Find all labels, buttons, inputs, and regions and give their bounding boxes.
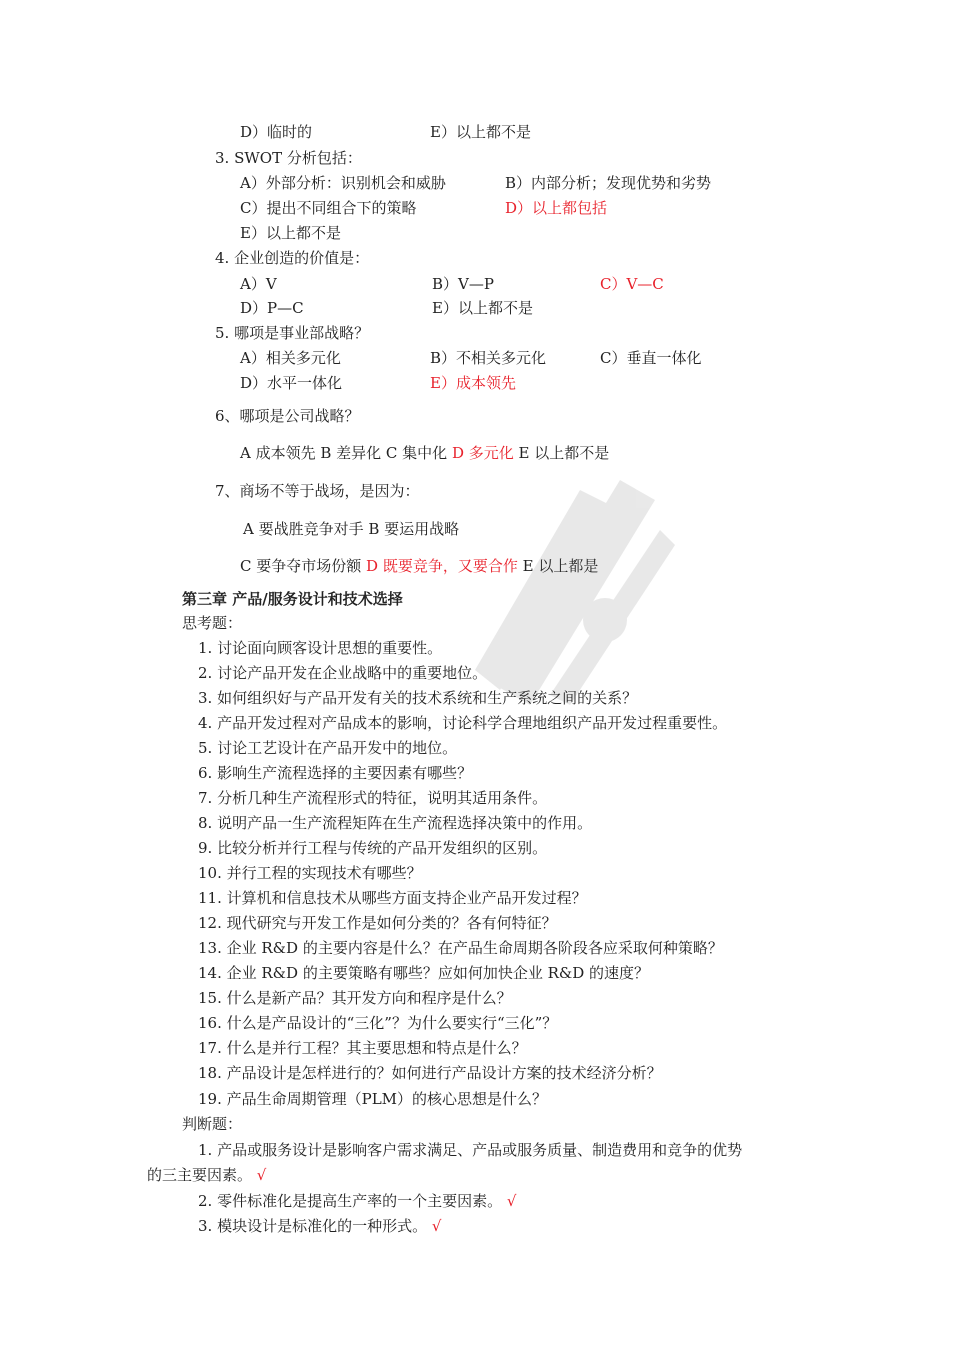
check-mark-icon: √ xyxy=(256,1166,267,1184)
think-question: 12. 现代研究与开发工作是如何分类的？各有何特征？ xyxy=(198,914,557,932)
q5-option-d: D）水平一体化 xyxy=(240,374,343,392)
think-heading: 思考题： xyxy=(182,614,243,632)
q3-stem: 3. SWOT 分析包括： xyxy=(215,149,362,167)
check-mark-icon: √ xyxy=(506,1192,517,1210)
watermark-stamp xyxy=(470,470,680,710)
judge-item-3-text: 3. 模块设计是标准化的一种形式。 xyxy=(198,1217,428,1235)
q7-options-line1: A 要战胜竞争对手 B 要运用战略 xyxy=(243,520,460,538)
think-question: 13. 企业 R&D 的主要内容是什么？在产品生命周期各阶段各应采取何种策略？ xyxy=(198,939,723,957)
think-question: 9. 比较分析并行工程与传统的产品开发组织的区别。 xyxy=(198,839,548,857)
q3-option-b: B）内部分析；发现优势和劣势 xyxy=(505,174,712,192)
think-question: 1. 讨论面向顾客设计思想的重要性。 xyxy=(198,639,443,657)
think-question: 19. 产品生命周期管理（PLM）的核心思想是什么？ xyxy=(198,1090,548,1108)
q3-option-a: A）外部分析：识别机会和威胁 xyxy=(240,174,446,192)
think-question: 4. 产品开发过程对产品成本的影响，讨论科学合理地组织产品开发过程重要性。 xyxy=(198,714,728,732)
judge-heading: 判断题： xyxy=(182,1115,243,1133)
think-question: 10. 并行工程的实现技术有哪些？ xyxy=(198,864,422,882)
q5-option-c: C）垂直一体化 xyxy=(600,349,702,367)
q4-stem: 4. 企业创造的价值是： xyxy=(215,249,370,267)
q3-option-e: E）以上都不是 xyxy=(240,224,341,242)
check-mark-icon: √ xyxy=(431,1217,442,1235)
q5-option-a: A）相关多元化 xyxy=(240,349,341,367)
q-prev-option-e: E）以上都不是 xyxy=(430,123,531,141)
think-question: 11. 计算机和信息技术从哪些方面支持企业产品开发过程？ xyxy=(198,889,587,907)
q5-answer-e: E）成本领先 xyxy=(430,374,516,392)
q6-options xyxy=(240,443,609,463)
q4-answer-c: C）V—C xyxy=(600,275,664,293)
q6-stem: 6、哪项是公司战略？ xyxy=(215,407,360,425)
think-question: 8. 说明产品一生产流程矩阵在生产流程选择决策中的作用。 xyxy=(198,814,593,832)
q3-option-c: C）提出不同组合下的策略 xyxy=(240,199,417,217)
think-question: 2. 讨论产品开发在企业战略中的重要地位。 xyxy=(198,664,488,682)
judge-item-2 xyxy=(198,1191,516,1211)
think-question: 3. 如何组织好与产品开发有关的技术系统和生产系统之间的关系？ xyxy=(198,689,638,707)
think-question: 5. 讨论工艺设计在产品开发中的地位。 xyxy=(198,739,458,757)
q6-options-post: E 以上都不是 xyxy=(518,444,610,462)
q4-option-b: B）V—P xyxy=(432,275,494,293)
q7-options-line2 xyxy=(240,556,598,576)
think-question: 14. 企业 R&D 的主要策略有哪些？应如何加快企业 R&D 的速度？ xyxy=(198,964,650,982)
q4-option-e: E）以上都不是 xyxy=(432,299,533,317)
q7-options-pre: C 要争夺市场份额 xyxy=(240,557,362,575)
judge-item-1-text: 的三主要因素。 xyxy=(147,1166,253,1184)
q7-options-post: E 以上都是 xyxy=(522,557,599,575)
q3-answer-d: D）以上都包括 xyxy=(505,199,608,217)
q6-answer: D 多元化 xyxy=(451,444,514,462)
think-question: 16. 什么是产品设计的“三化”？为什么要实行“三化”？ xyxy=(198,1014,558,1032)
q5-stem: 5. 哪项是事业部战略？ xyxy=(215,324,370,342)
q7-answer: D 既要竞争，又要合作 xyxy=(366,557,518,575)
think-question: 7. 分析几种生产流程形式的特征，说明其适用条件。 xyxy=(198,789,548,807)
q4-option-a: A）V xyxy=(240,275,277,293)
q4-option-d: D）P—C xyxy=(240,299,304,317)
q5-option-b: B）不相关多元化 xyxy=(430,349,547,367)
chapter-title: 第三章 产品/服务设计和技术选择 xyxy=(182,590,403,608)
judge-item-1-line2 xyxy=(147,1165,266,1185)
q7-stem: 7、商场不等于战场，是因为： xyxy=(215,482,420,500)
think-question: 18. 产品设计是怎样进行的？如何进行产品设计方案的技术经济分析？ xyxy=(198,1064,662,1082)
think-question: 15. 什么是新产品？其开发方向和程序是什么？ xyxy=(198,989,512,1007)
think-question: 6. 影响生产流程选择的主要因素有哪些？ xyxy=(198,764,473,782)
judge-item-1-line1: 1. 产品或服务设计是影响客户需求满足、产品或服务质量、制造费用和竞争的优势 xyxy=(198,1141,743,1159)
q6-options-pre: A 成本领先 B 差异化 C 集中化 xyxy=(240,444,448,462)
judge-item-2-text: 2. 零件标准化是提高生产率的一个主要因素。 xyxy=(198,1192,503,1210)
judge-item-3 xyxy=(198,1216,441,1236)
think-question: 17. 什么是并行工程？其主要思想和特点是什么？ xyxy=(198,1039,527,1057)
q-prev-option-d: D）临时的 xyxy=(240,123,313,141)
